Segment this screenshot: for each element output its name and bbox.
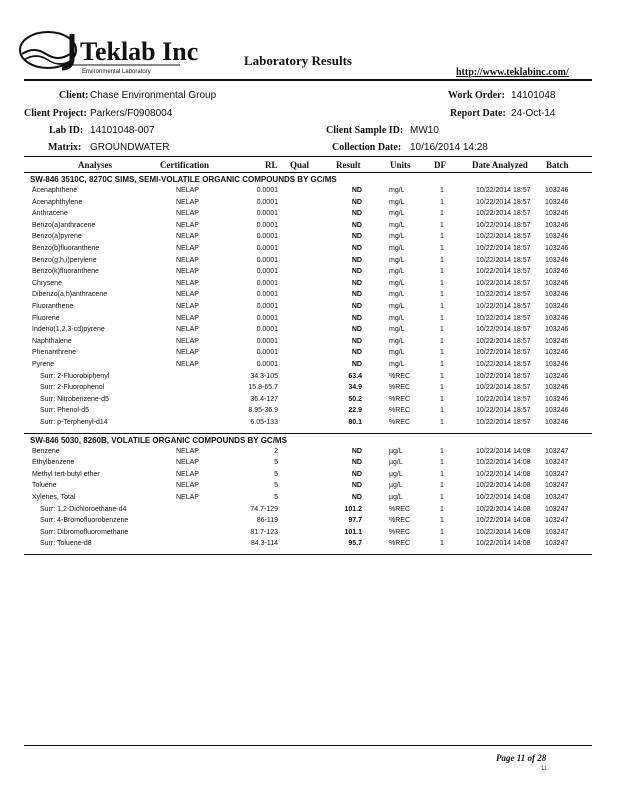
cell-analyte: Benzo(g,h,i)perylene <box>32 256 97 264</box>
cell-date: 10/22/2014 18:57 <box>476 303 531 310</box>
collection-label: Collection Date: <box>332 142 402 153</box>
cell-units: mg/L <box>389 337 405 345</box>
cell-df: 1 <box>440 459 444 467</box>
cell-df: 1 <box>440 245 444 252</box>
cell-df: 1 <box>440 291 444 299</box>
cell-analyte: Benzo(a)anthracene <box>32 221 96 229</box>
cell-date: 10/22/2014 18:57 <box>476 349 531 357</box>
cell-analyte: Surr: Dibromofluoromethane <box>40 528 129 536</box>
table-row <box>0 268 618 279</box>
table-row <box>0 233 618 244</box>
col-rl: RL <box>265 160 278 170</box>
page-title: Laboratory Results <box>244 53 352 68</box>
cell-analyte: Surr: Nitrobenzene-d5 <box>40 395 109 403</box>
cell-units: mg/L <box>389 349 405 357</box>
table-row <box>0 338 618 349</box>
cell-units: µg/L <box>389 482 403 490</box>
cell-analyte: Methyl tert-butyl ether <box>32 470 100 478</box>
collection-value: 10/16/2014 14:28 <box>410 142 488 153</box>
cell-certification: NELAP <box>176 482 199 490</box>
workorder-value: 14101048 <box>511 90 556 101</box>
cell-units: mg/L <box>389 268 405 276</box>
table-row <box>0 506 618 517</box>
cell-result: ND <box>351 482 362 490</box>
cell-result: 80.1 <box>348 419 362 426</box>
cell-df: 1 <box>440 314 444 322</box>
cell-analyte: Surr: 1,2-Dichloroethane-d4 <box>40 505 127 513</box>
cell-df: 1 <box>440 482 444 490</box>
cell-rl: 0.0001 <box>256 326 278 334</box>
cell-rl: 0.0001 <box>256 279 278 287</box>
cell-rl: 8.95-36.9 <box>248 407 278 415</box>
table-row <box>0 361 618 372</box>
cell-analyte: Surr: Toluene-d8 <box>40 540 92 548</box>
cell-rl: 86-119 <box>256 517 278 525</box>
cell-units: mg/L <box>389 361 405 368</box>
cell-certification: NELAP <box>176 210 199 218</box>
page-number: Page 11 of 28 <box>496 753 547 763</box>
cell-analyte: Pyrene <box>32 361 55 368</box>
cell-batch: 103246 <box>545 395 569 403</box>
cell-units: %REC <box>389 395 411 403</box>
cell-batch: 103247 <box>545 447 569 455</box>
cell-result: 50.2 <box>348 395 362 403</box>
cell-units: %REC <box>389 372 411 380</box>
cell-result: 101.1 <box>344 528 362 536</box>
cell-date: 10/22/2014 18:57 <box>476 395 531 403</box>
table-row <box>0 222 618 233</box>
footer-rule <box>24 745 592 746</box>
cell-date: 10/22/2014 14:08 <box>476 459 531 467</box>
cell-rl: 5 <box>274 470 278 478</box>
col-analyses: Analyses <box>78 160 113 170</box>
cell-certification: NELAP <box>176 268 199 276</box>
cell-units: mg/L <box>389 314 405 322</box>
cell-batch: 103246 <box>545 407 569 415</box>
cell-rl: 5 <box>274 482 278 490</box>
cell-analyte: Chrysene <box>32 279 62 287</box>
cell-rl: 0.0001 <box>256 245 278 252</box>
table-row <box>0 326 618 337</box>
cell-units: mg/L <box>389 256 405 264</box>
table-row <box>0 280 618 291</box>
sample-label: Client Sample ID: <box>326 125 404 136</box>
cell-units: %REC <box>389 528 411 536</box>
cell-units: %REC <box>389 540 411 548</box>
page-number-small: 11 <box>541 766 548 772</box>
cell-date: 10/22/2014 18:57 <box>476 407 531 415</box>
cell-date: 10/22/2014 14:08 <box>476 505 531 513</box>
col-qual: Qual <box>290 160 310 170</box>
cell-analyte: Benzo(b)fluoranthene <box>32 245 100 252</box>
cell-units: µg/L <box>389 470 403 478</box>
cell-df: 1 <box>440 517 444 525</box>
section-rule <box>24 433 592 434</box>
cell-df: 1 <box>440 198 444 206</box>
cell-df: 1 <box>440 384 444 392</box>
cell-units: µg/L <box>389 447 403 455</box>
cell-batch: 103246 <box>545 279 569 287</box>
cell-date: 10/22/2014 14:08 <box>476 528 531 536</box>
cell-units: mg/L <box>389 291 405 299</box>
table-row <box>0 373 618 384</box>
cell-certification: NELAP <box>176 447 199 455</box>
col-units: Units <box>390 160 411 170</box>
cell-result: ND <box>351 210 362 218</box>
cell-result: 22.9 <box>348 407 362 415</box>
cell-date: 10/22/2014 18:57 <box>476 384 531 392</box>
website-link[interactable]: http://www.teklabinc.com/ <box>456 67 569 78</box>
cell-certification: NELAP <box>176 470 199 478</box>
cell-certification: NELAP <box>176 291 199 299</box>
cell-result: ND <box>351 314 362 322</box>
cell-date: 10/22/2014 14:08 <box>476 540 531 548</box>
cell-analyte: Surr: p-Terphenyl-d14 <box>40 419 108 426</box>
table-row <box>0 245 618 256</box>
cell-batch: 103246 <box>545 349 569 357</box>
table-row <box>0 199 618 210</box>
cell-date: 10/22/2014 18:57 <box>476 198 531 206</box>
cell-units: µg/L <box>389 459 403 467</box>
cell-rl: 0.0001 <box>256 361 278 368</box>
cell-date: 10/22/2014 14:08 <box>476 494 531 501</box>
workorder-label: Work Order: <box>448 90 505 101</box>
table-row <box>0 540 618 551</box>
cell-units: mg/L <box>389 303 405 310</box>
cell-batch: 103247 <box>545 517 569 525</box>
cell-result: 34.9 <box>348 384 362 392</box>
cell-date: 10/22/2014 18:57 <box>476 372 531 380</box>
table-row <box>0 517 618 528</box>
matrix-label: Matrix: <box>48 142 82 153</box>
cell-rl: 0.0001 <box>256 314 278 322</box>
cell-rl: 0.0001 <box>256 198 278 206</box>
col-batch: Batch <box>546 160 569 170</box>
cell-rl: 74.7-129 <box>250 505 278 513</box>
cell-date: 10/22/2014 14:08 <box>476 482 531 490</box>
cell-units: mg/L <box>389 245 405 252</box>
cell-date: 10/22/2014 18:57 <box>476 268 531 276</box>
cell-date: 10/22/2014 18:57 <box>476 291 531 299</box>
cell-rl: 0.0001 <box>256 303 278 310</box>
cell-units: mg/L <box>389 221 405 229</box>
cell-certification: NELAP <box>176 303 199 310</box>
cell-df: 1 <box>440 361 444 368</box>
cell-result: ND <box>351 198 362 206</box>
col-certification: Certification <box>160 160 209 170</box>
table-row <box>0 187 618 198</box>
cell-date: 10/22/2014 18:57 <box>476 245 531 252</box>
cell-df: 1 <box>440 210 444 218</box>
cell-certification: NELAP <box>176 361 199 368</box>
cell-result: ND <box>351 268 362 276</box>
cell-result: ND <box>351 279 362 287</box>
cell-df: 1 <box>440 233 444 241</box>
section-title: SW-846 5030, 8260B, VOLATILE ORGANIC COMPOUNDS BY GC/MS <box>30 435 287 445</box>
cell-date: 10/22/2014 14:08 <box>476 470 531 478</box>
col-result: Result <box>336 160 361 170</box>
client-label: Client: <box>59 90 89 101</box>
project-label: Client Project: <box>24 108 87 119</box>
cell-df: 1 <box>440 419 444 426</box>
cell-certification: NELAP <box>176 187 199 194</box>
cell-date: 10/22/2014 18:57 <box>476 210 531 218</box>
cell-rl: 34.3-105 <box>250 372 278 380</box>
cell-date: 10/22/2014 18:57 <box>476 419 531 426</box>
cell-df: 1 <box>440 268 444 276</box>
cell-rl: 81.7-123 <box>250 528 278 536</box>
table-row <box>0 471 618 482</box>
cell-rl: 0.0001 <box>256 349 278 357</box>
cell-date: 10/22/2014 18:57 <box>476 256 531 264</box>
cell-certification: NELAP <box>176 279 199 287</box>
cell-batch: 103246 <box>545 198 569 206</box>
cell-result: 101.2 <box>344 505 362 513</box>
cell-units: mg/L <box>389 187 405 194</box>
cell-rl: 0.0001 <box>256 291 278 299</box>
table-row <box>0 315 618 326</box>
table-row <box>0 482 618 493</box>
cell-batch: 103246 <box>545 291 569 299</box>
cell-date: 10/22/2014 18:57 <box>476 361 531 368</box>
cell-certification: NELAP <box>176 221 199 229</box>
cell-result: ND <box>351 256 362 264</box>
cell-result: ND <box>351 233 362 241</box>
cell-df: 1 <box>440 279 444 287</box>
table-row <box>0 291 618 302</box>
cell-df: 1 <box>440 337 444 345</box>
cell-date: 10/22/2014 18:57 <box>476 337 531 345</box>
cell-batch: 103246 <box>545 256 569 264</box>
table-row <box>0 494 618 505</box>
cell-analyte: Xylenes, Total <box>32 494 76 501</box>
cell-rl: 5 <box>274 459 278 467</box>
cell-rl: 0.0001 <box>256 233 278 241</box>
cell-batch: 103247 <box>545 459 569 467</box>
cell-batch: 103246 <box>545 187 569 194</box>
cell-date: 10/22/2014 18:57 <box>476 279 531 287</box>
cell-analyte: Surr: 4-Bromofluorobenzene <box>40 517 129 525</box>
cell-certification: NELAP <box>176 245 199 252</box>
project-value: Parkers/F0908004 <box>90 108 173 119</box>
client-value: Chase Environmental Group <box>90 90 217 101</box>
cell-batch: 103246 <box>545 221 569 229</box>
cell-analyte: Fluoranthene <box>32 303 74 310</box>
cell-result: ND <box>351 349 362 357</box>
cell-date: 10/22/2014 18:57 <box>476 187 531 194</box>
cell-rl: 84.3-114 <box>250 540 278 548</box>
cell-df: 1 <box>440 395 444 403</box>
sample-value: MW10 <box>410 125 439 136</box>
labid-label: Lab ID: <box>49 125 84 136</box>
cell-certification: NELAP <box>176 233 199 241</box>
cell-units: %REC <box>389 505 411 513</box>
cell-df: 1 <box>440 326 444 334</box>
cell-units: %REC <box>389 419 411 426</box>
cell-certification: NELAP <box>176 459 199 467</box>
cell-batch: 103246 <box>545 384 569 392</box>
cell-batch: 103246 <box>545 268 569 276</box>
cell-analyte: Ethylbenzene <box>32 459 75 467</box>
col-df: DF <box>434 160 446 170</box>
cell-rl: 6.05-133 <box>250 419 278 426</box>
logo-wordmark: Teklab Inc <box>80 37 199 66</box>
table-row <box>0 303 618 314</box>
cell-analyte: Acenaphthylene <box>32 198 83 206</box>
section-title: SW-846 3510C, 8270C SIMS, SEMI-VOLATILE ORGANIC COMPOUNDS BY GC/MS <box>30 175 337 184</box>
matrix-value: GROUNDWATER <box>90 142 170 153</box>
cell-df: 1 <box>440 505 444 513</box>
cell-rl: 0.0001 <box>256 210 278 218</box>
cell-units: %REC <box>389 517 411 525</box>
cell-result: 63.4 <box>348 372 362 380</box>
cell-batch: 103246 <box>545 372 569 380</box>
cell-rl: 0.0001 <box>256 337 278 345</box>
cell-date: 10/22/2014 14:08 <box>476 447 531 455</box>
cell-batch: 103247 <box>545 540 569 548</box>
col-date-analyzed: Date Analyzed <box>472 160 528 170</box>
cell-batch: 103246 <box>545 337 569 345</box>
cell-result: ND <box>351 361 362 368</box>
cell-date: 10/22/2014 18:57 <box>476 326 531 334</box>
cell-analyte: Benzo(k)fluoranthene <box>32 268 99 276</box>
cell-batch: 103246 <box>545 303 569 310</box>
table-row <box>0 459 618 470</box>
table-row <box>0 210 618 221</box>
table-row <box>0 448 618 459</box>
cell-result: ND <box>351 447 362 455</box>
cell-batch: 103246 <box>545 326 569 334</box>
cell-analyte: Indeno(1,2,3-cd)pyrene <box>32 326 105 334</box>
cell-batch: 103247 <box>545 470 569 478</box>
cell-rl: 15.8-65.7 <box>248 384 278 392</box>
cell-batch: 103247 <box>545 494 569 501</box>
cell-rl: 5 <box>274 494 278 501</box>
cell-df: 1 <box>440 256 444 264</box>
table-row <box>0 349 618 360</box>
cell-df: 1 <box>440 407 444 415</box>
cell-units: mg/L <box>389 326 405 334</box>
cell-df: 1 <box>440 470 444 478</box>
cell-analyte: Naphthalene <box>32 337 72 345</box>
cell-certification: NELAP <box>176 337 199 345</box>
cell-date: 10/22/2014 14:08 <box>476 517 531 525</box>
cell-units: mg/L <box>389 198 405 206</box>
cell-rl: 0.0001 <box>256 256 278 264</box>
cell-analyte: Acenaphthene <box>32 187 78 194</box>
reportdate-value: 24-Oct-14 <box>511 108 556 119</box>
logo-subtitle: Environmental Laboratory <box>82 69 151 75</box>
cell-batch: 103246 <box>545 245 569 252</box>
cell-df: 1 <box>440 540 444 548</box>
cell-units: mg/L <box>389 233 405 241</box>
cell-df: 1 <box>440 372 444 380</box>
cell-batch: 103246 <box>545 419 569 426</box>
cell-result: 95.7 <box>348 540 362 548</box>
cell-analyte: Toluene <box>32 482 57 490</box>
cell-df: 1 <box>440 303 444 310</box>
cell-result: ND <box>351 326 362 334</box>
cell-rl: 0.0001 <box>256 268 278 276</box>
section-rule <box>24 554 592 555</box>
cell-result: ND <box>351 291 362 299</box>
cell-result: ND <box>351 187 362 194</box>
cell-analyte: Benzene <box>32 447 60 455</box>
cell-df: 1 <box>440 447 444 455</box>
cell-rl: 0.0001 <box>256 221 278 229</box>
table-row <box>0 257 618 268</box>
cell-batch: 103247 <box>545 482 569 490</box>
cell-units: µg/L <box>389 494 403 501</box>
cell-result: ND <box>351 337 362 345</box>
reportdate-label: Report Date: <box>450 108 506 119</box>
cell-df: 1 <box>440 349 444 357</box>
cell-analyte: Surr: 2-Fluorophenol <box>40 384 105 392</box>
cell-units: %REC <box>389 407 411 415</box>
cell-analyte: Phenanthrene <box>32 349 76 357</box>
cell-analyte: Fluorene <box>32 314 60 322</box>
cell-result: 97.7 <box>348 517 362 525</box>
cell-result: ND <box>351 494 362 501</box>
cell-df: 1 <box>440 528 444 536</box>
cell-analyte: Surr: 2-Fluorobiphenyl <box>40 372 110 380</box>
cell-certification: NELAP <box>176 326 199 334</box>
cell-result: ND <box>351 470 362 478</box>
cell-rl: 36.4-127 <box>250 395 278 403</box>
table-row <box>0 419 618 430</box>
cell-batch: 103246 <box>545 361 569 368</box>
cell-rl: 0.0001 <box>256 187 278 194</box>
cell-df: 1 <box>440 187 444 194</box>
cell-certification: NELAP <box>176 256 199 264</box>
cell-analyte: Surr: Phenol-d5 <box>40 407 90 415</box>
cell-batch: 103247 <box>545 528 569 536</box>
cell-units: mg/L <box>389 210 405 218</box>
cell-result: ND <box>351 221 362 229</box>
cell-batch: 103246 <box>545 314 569 322</box>
cell-batch: 103246 <box>545 233 569 241</box>
cell-batch: 103246 <box>545 210 569 218</box>
labid-value: 14101048-007 <box>90 125 155 136</box>
cell-analyte: Dibenzo(a,h)anthracene <box>32 291 108 299</box>
table-row <box>0 529 618 540</box>
cell-date: 10/22/2014 18:57 <box>476 314 531 322</box>
cell-df: 1 <box>440 221 444 229</box>
cell-units: %REC <box>389 384 411 392</box>
cell-date: 10/22/2014 18:57 <box>476 221 531 229</box>
cell-result: ND <box>351 459 362 467</box>
cell-certification: NELAP <box>176 314 199 322</box>
table-row <box>0 407 618 418</box>
cell-certification: NELAP <box>176 349 199 357</box>
cell-certification: NELAP <box>176 494 199 501</box>
cell-certification: NELAP <box>176 198 199 206</box>
cell-result: ND <box>351 245 362 252</box>
cell-rl: 2 <box>274 447 278 455</box>
cell-analyte: Benzo(a)pyrene <box>32 233 82 241</box>
cell-units: mg/L <box>389 279 405 287</box>
cell-batch: 103247 <box>545 505 569 513</box>
cell-result: ND <box>351 303 362 310</box>
cell-df: 1 <box>440 494 444 501</box>
table-row <box>0 396 618 407</box>
table-row <box>0 384 618 395</box>
cell-date: 10/22/2014 18:57 <box>476 233 531 241</box>
cell-analyte: Anthracene <box>32 210 68 218</box>
